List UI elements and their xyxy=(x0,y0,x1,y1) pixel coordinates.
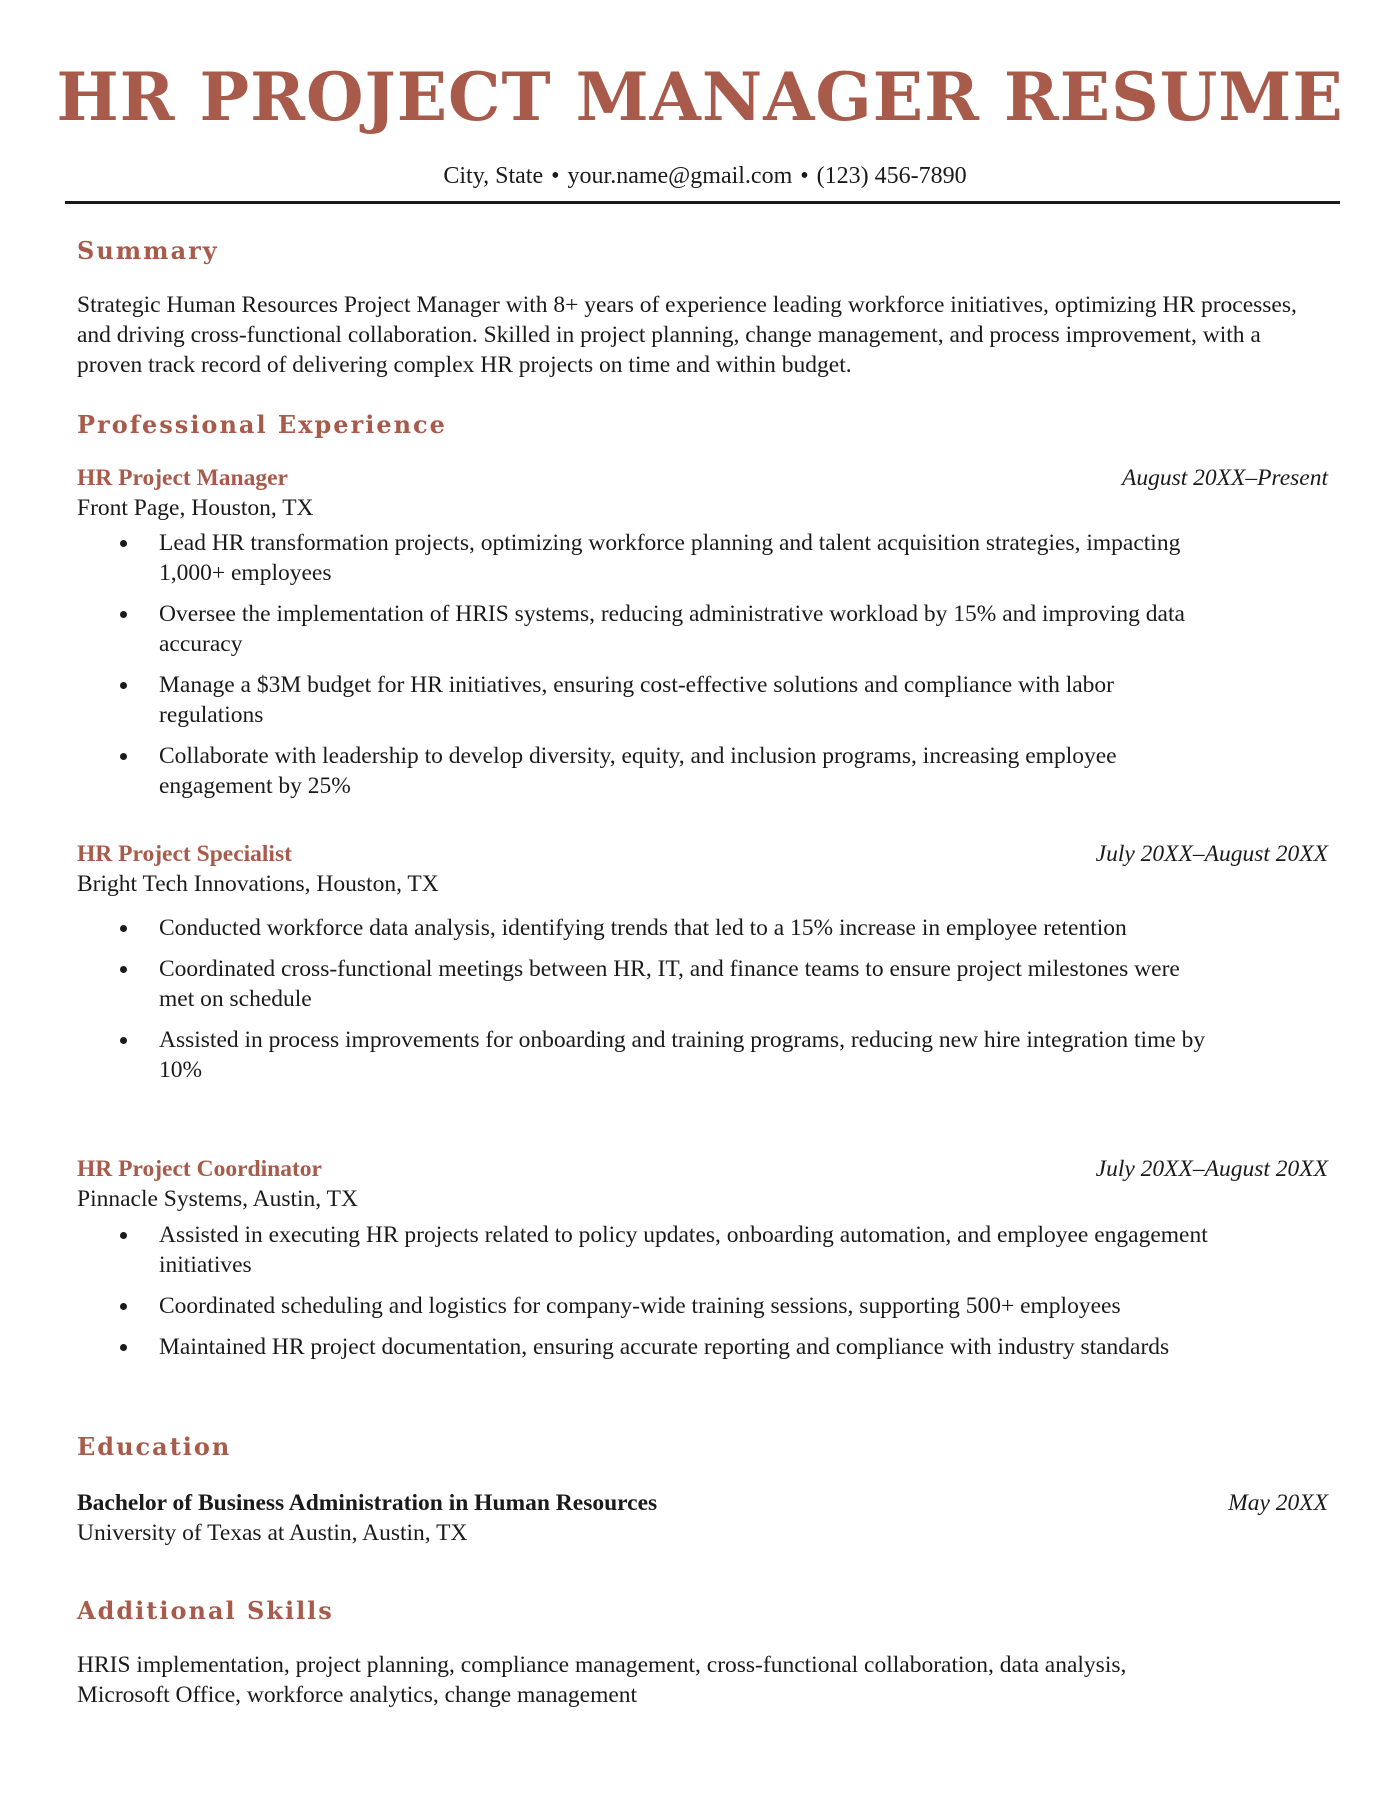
resume-title: HR PROJECT MANAGER RESUME xyxy=(56,58,1344,136)
job-date: August 20XX–Present xyxy=(1121,465,1328,491)
education-date: May 20XX xyxy=(1228,1490,1328,1516)
skills-heading: Additional Skills xyxy=(77,1596,334,1625)
job-bullets xyxy=(120,913,1220,1096)
job-bullets xyxy=(120,528,1220,812)
skills-text: HRIS implementation, project planning, compliance management, cross-functional collaboration, data analysis, Microsoft Office, workforce analytics, change management xyxy=(77,1652,1127,1708)
job-bullets xyxy=(120,1220,1220,1373)
job-title: HR Project Coordinator xyxy=(77,1156,322,1182)
list-item: Collaborate with leadership to develop diversity, equity, and inclusion programs, increasing employee engagement by 25% xyxy=(120,741,1220,801)
list-item: Assisted in executing HR projects related to policy updates, onboarding automation, and employee engagement initiatives xyxy=(120,1220,1220,1280)
list-item: Oversee the implementation of HRIS systems, reducing administrative workload by 15% and improving data accuracy xyxy=(120,599,1220,659)
list-item: Maintained HR project documentation, ensuring accurate reporting and compliance with industry standards xyxy=(120,1332,1220,1362)
job-company: Front Page, Houston, TX xyxy=(77,495,314,521)
list-item: Manage a $3M budget for HR initiatives, ensuring cost-effective solutions and compliance with labor regulations xyxy=(120,670,1220,730)
job-company: Bright Tech Innovations, Houston, TX xyxy=(77,871,439,897)
contact-email: your.name@gmail.com xyxy=(567,163,793,189)
job-date: July 20XX–August 20XX xyxy=(1095,841,1328,867)
education-degree: Bachelor of Business Administration in Human Resources xyxy=(77,1490,658,1516)
job-title: HR Project Manager xyxy=(77,465,288,491)
education-school: University of Texas at Austin, Austin, TX xyxy=(77,1520,468,1546)
job-date: July 20XX–August 20XX xyxy=(1095,1156,1328,1182)
job-title: HR Project Specialist xyxy=(77,841,292,867)
list-item: Lead HR transformation projects, optimizing workforce planning and talent acquisition strategies, impacting 1,000+ employees xyxy=(120,528,1220,588)
header-divider xyxy=(65,201,1340,204)
contact-line xyxy=(0,163,1400,190)
contact-phone: (123) 456-7890 xyxy=(816,163,967,189)
contact-separator: • xyxy=(551,163,560,189)
education-heading: Education xyxy=(77,1432,232,1461)
list-item: Conducted workforce data analysis, identifying trends that led to a 15% increase in employee retention xyxy=(120,913,1220,943)
summary-text: Strategic Human Resources Project Manager with 8+ years of experience leading workforce initiatives, optimizing HR processes, and driving cross-functional collaboration. Skilled in project planning, change management, and process improvement, with a proven track record of delivering complex HR projects on time and within budget. xyxy=(77,292,1297,378)
list-item: Assisted in process improvements for onboarding and training programs, reducing new hire integration time by 10% xyxy=(120,1025,1220,1085)
list-item: Coordinated cross-functional meetings between HR, IT, and finance teams to ensure project milestones were met on schedule xyxy=(120,954,1220,1014)
summary-heading: Summary xyxy=(77,236,219,265)
contact-location: City, State xyxy=(443,163,544,189)
list-item: Coordinated scheduling and logistics for company-wide training sessions, supporting 500+ employees xyxy=(120,1291,1220,1321)
contact-separator: • xyxy=(800,163,809,189)
job-company: Pinnacle Systems, Austin, TX xyxy=(77,1186,358,1212)
experience-heading: Professional Experience xyxy=(77,410,447,439)
